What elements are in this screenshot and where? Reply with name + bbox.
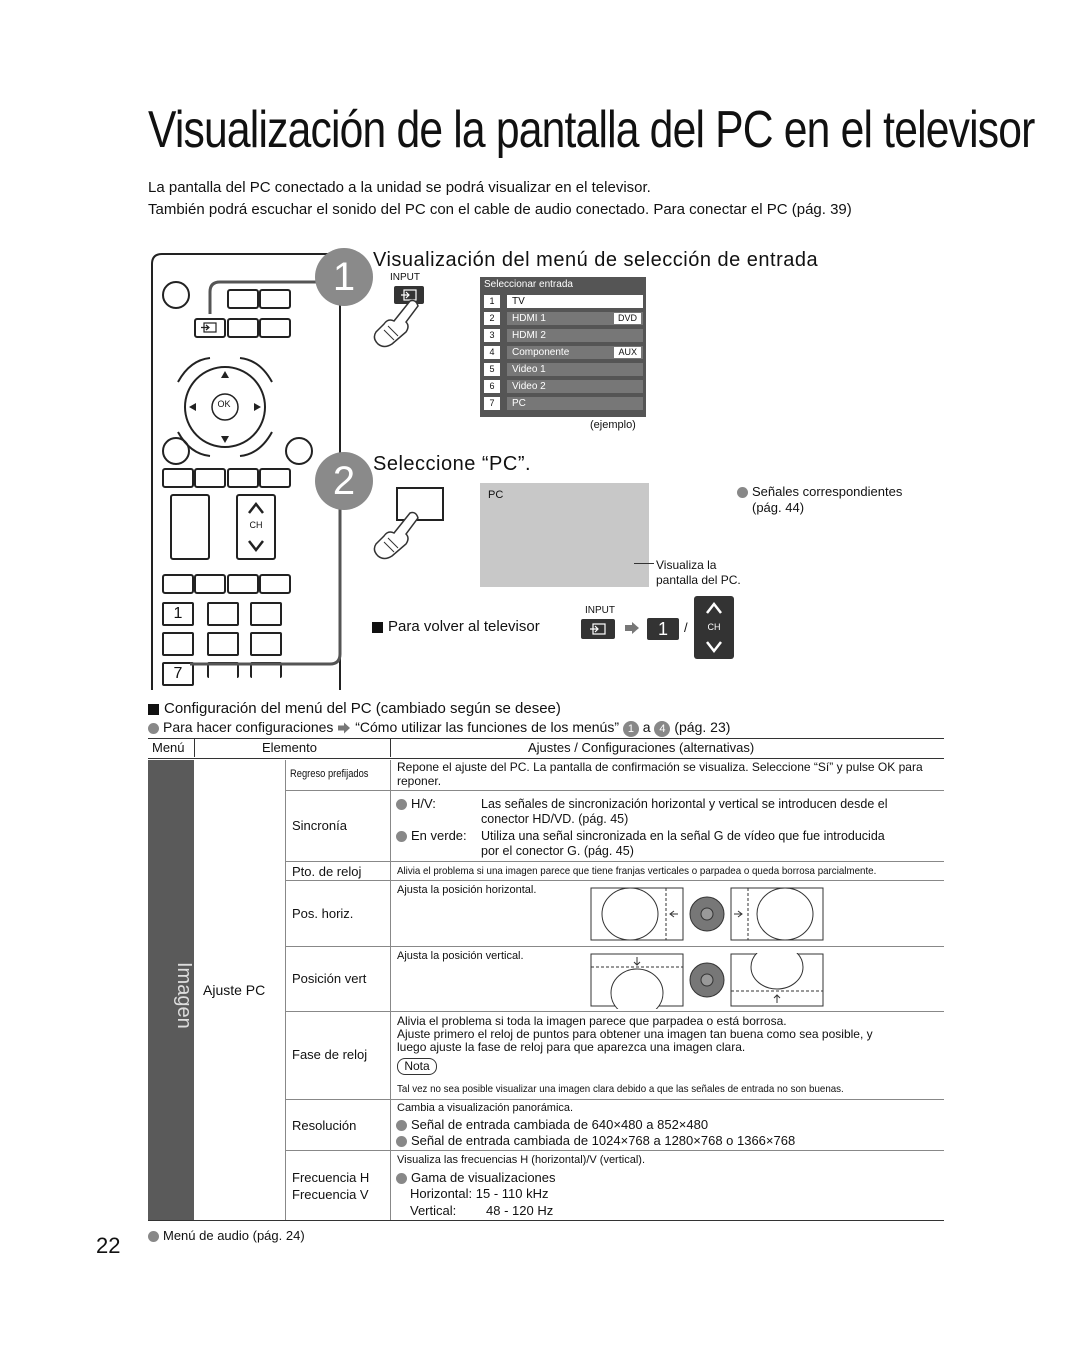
sync-green-desc-1: Utiliza una señal sincronizada en la señal G de vídeo que fue introducida [481, 829, 885, 843]
pressing-hand-icon [370, 296, 425, 351]
return-input-key[interactable] [581, 619, 615, 639]
caption-leader [634, 563, 654, 564]
return-input-label: INPUT [585, 605, 615, 616]
ch-label: CH [707, 622, 721, 632]
row-phase-note: Tal vez no sea posible visualizar una imagen clara debido a que las señales de entrada no son buenas. [397, 1083, 844, 1095]
arrow-right-icon [337, 722, 351, 734]
pc-screen-label: PC [488, 489, 504, 501]
divider [390, 738, 391, 757]
step-1-title: Visualización del menú de selección de entrada [373, 249, 819, 271]
square-icon [372, 622, 383, 633]
slash: / [684, 620, 688, 635]
bullet-icon [148, 1231, 159, 1242]
step-2-title: Seleccione “PC”. [373, 453, 532, 475]
menu-item[interactable]: 5 Video 1 [480, 362, 646, 377]
input-label: INPUT [390, 272, 420, 283]
row-separator [285, 790, 944, 791]
row-phase-label: Fase de reloj [292, 1047, 368, 1062]
row-vpos-desc: Ajusta la posición vertical. [397, 950, 524, 962]
signals-note: Señales correspondientes [737, 484, 902, 499]
sync-green-desc-2: por el conector G. (pág. 45) [481, 844, 634, 858]
page-title: Visualización de la pantalla del PC en el televisor [148, 101, 1035, 159]
row-freq-label-h: Frecuencia H [292, 1170, 370, 1185]
row-clock-desc: Alivia el problema si una imagen parece que tiene franjas verticales o parpadea o queda borrosa parcialmente. [397, 865, 877, 877]
row-res-desc: Cambia a visualización panorámica. [397, 1102, 574, 1114]
return-to-tv: Para volver al televisor [372, 618, 540, 635]
row-separator [285, 1099, 944, 1100]
menu-item[interactable]: 3 HDMI 2 [480, 328, 646, 343]
divider [194, 738, 195, 757]
menu-title: Seleccionar entrada [484, 279, 573, 290]
config-subline: Para hacer configuraciones “Cómo utilizar las funciones de los menús” 1 a 4 (pág. 23) [148, 719, 730, 737]
row-freq-desc: Visualiza las frecuencias H (horizontal)/V (vertical). [397, 1154, 645, 1166]
screen-caption-2: pantalla del PC. [656, 573, 741, 587]
res-bullet-2: Señal de entrada cambiada de 1024×768 a 1280×768 o 1366×768 [396, 1133, 795, 1148]
note-badge: Nota [397, 1058, 437, 1075]
row-freq-label-v: Frecuencia V [292, 1187, 369, 1202]
row-separator [285, 1011, 944, 1012]
sync-hv-desc-2: conector HD/VD. (pág. 45) [481, 812, 629, 826]
screen-caption-1: Visualiza la [656, 558, 717, 572]
menu-item[interactable]: 7 PC [480, 396, 646, 411]
menu-item[interactable]: 2 HDMI 1 DVD [480, 311, 646, 326]
bullet-icon [396, 1173, 407, 1184]
row-reset-desc: Repone el ajuste del PC. La pantalla de confirmación se visualiza. Seleccione “Sí” y pulse OK para reponer. [397, 760, 923, 788]
input-icon [581, 619, 615, 639]
row-separator [285, 880, 944, 881]
col-menu: Menú [152, 740, 185, 755]
arrow-right-icon [624, 621, 640, 635]
bullet-icon [396, 1136, 407, 1147]
hpos-illustration [590, 887, 825, 943]
example-caption: (ejemplo) [590, 419, 636, 431]
row-separator [285, 1150, 944, 1151]
sync-green-key: En verde: [396, 828, 467, 843]
menu-item[interactable]: 1 TV [480, 294, 646, 309]
freq-vertical-val: 48 - 120 Hz [486, 1203, 554, 1218]
row-hpos-desc: Ajusta la posición horizontal. [397, 884, 537, 896]
step-1-number: 1 [315, 248, 373, 306]
row-vpos-label: Posición vert [292, 971, 367, 986]
bullet-icon [737, 487, 748, 498]
ok-label: OK [217, 399, 231, 409]
audio-menu-note: Menú de audio (pág. 24) [148, 1228, 305, 1243]
number-key-1[interactable]: 1 [162, 602, 194, 626]
number-key-7[interactable]: 7 [162, 662, 194, 686]
divider [390, 760, 391, 1220]
intro-line-2: También podrá escuchar el sonido del PC con el cable de audio conectado. Para conectar el PC (pág. 39) [148, 201, 852, 218]
intro-line-1: La pantalla del PC conectado a la unidad se podrá visualizar en el televisor. [148, 179, 651, 196]
pc-screen [480, 483, 649, 587]
ch-label: CH [249, 520, 263, 530]
menu-item[interactable]: 4 Componente AUX [480, 345, 646, 360]
square-icon [148, 704, 159, 715]
step-circle: 1 [623, 721, 639, 737]
signals-note-page: (pág. 44) [752, 500, 805, 515]
row-separator [285, 946, 944, 947]
step-circle: 4 [654, 721, 670, 737]
bullet-icon [396, 831, 407, 842]
pressing-hand-icon [370, 508, 425, 563]
freq-bullet: Gama de visualizaciones [396, 1170, 556, 1185]
sync-hv-desc-1: Las señales de sincronización horizontal y vertical se introducen desde el [481, 797, 888, 811]
col-settings: Ajustes / Configuraciones (alternativas) [528, 740, 755, 755]
step-2-number: 2 [315, 452, 373, 510]
page-number: 22 [96, 1233, 121, 1258]
row-sync-label: Sincronía [292, 818, 347, 833]
table-bottom [148, 1220, 944, 1221]
return-number-key[interactable]: 1 [647, 618, 679, 640]
row-res-label: Resolución [292, 1118, 357, 1133]
col-item: Elemento [262, 740, 317, 755]
group-name: Ajuste PC [203, 982, 266, 998]
row-clock-label: Pto. de reloj [292, 864, 362, 879]
divider [285, 760, 286, 1220]
vpos-illustration [590, 953, 825, 1009]
bullet-icon [396, 799, 407, 810]
freq-vertical-key: Vertical: [410, 1203, 457, 1218]
res-bullet-1: Señal de entrada cambiada de 640×480 a 852×480 [396, 1117, 708, 1132]
row-phase-desc-3: luego ajuste la fase de reloj para que aparezca una imagen clara. [397, 1040, 746, 1054]
row-reset-label: Regreso prefijados [290, 768, 369, 780]
bullet-icon [148, 723, 159, 734]
row-separator [285, 861, 944, 862]
sync-hv-key: H/V: [396, 796, 436, 811]
row-phase-desc-2: Ajuste primero el reloj de puntos para obtener una imagen tan buena como sea posible, y [397, 1027, 873, 1041]
return-ch-key[interactable] [694, 596, 734, 659]
row-phase-desc-1: Alivia el problema si toda la imagen parece que parpadea o está borrosa. [397, 1014, 787, 1028]
menu-item[interactable]: 6 Video 2 [480, 379, 646, 394]
input-select-menu [480, 277, 646, 417]
bullet-icon [396, 1120, 407, 1131]
row-hpos-label: Pos. horiz. [292, 906, 354, 921]
config-heading: Configuración del menú del PC (cambiado según se desee) [148, 700, 561, 717]
freq-horizontal: Horizontal: 15 - 110 kHz [410, 1186, 549, 1201]
